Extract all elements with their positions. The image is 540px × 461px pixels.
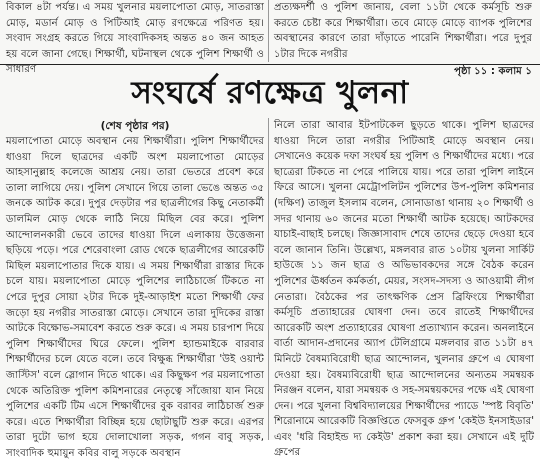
continued-on-page-note: পৃষ্ঠা ১১ : কলাম ১ bbox=[454, 66, 532, 78]
previous-article-right-column bbox=[274, 0, 532, 78]
previous-article-right-text: প্রত্যক্ষদর্শী ও পুলিশ জানায়, বেলা ১১টা থেকে কর্মসূচি শুরু করতে চেষ্টা করে শিক্ষার্থীরা। তবে মোড়ে মোড়ে ব্যাপক পুলিশের অবস্থানের কারণে তারা দাঁড়াতে পারেনি শিক্ষার্থীরা। পরে দুপুর ১টার দিকে নগরীর bbox=[274, 2, 532, 60]
previous-article-left-column bbox=[6, 0, 264, 76]
column-divider-top bbox=[268, 0, 269, 62]
article-left-column bbox=[6, 134, 264, 459]
continued-from-kicker: (শেষ পৃষ্ঠার পর) bbox=[100, 120, 170, 132]
column-divider-body bbox=[268, 118, 269, 440]
article-left-text: ময়লাপোতা মোড়ে অবস্থান নেয় শিক্ষার্থীরা। পুলিশ শিক্ষার্থীদের ধাওয়া দিলে ছাত্রদের একটি অংশ ময়লাপোতা মোড়ের আহসানুল্লাহ কলেজে আশ্রয় নেয়। তারা ভেতরে প্রবেশ করে তালা লাগিয়ে দেয়। পুলিশ সেখানে গিয়ে তালা ভেঙে অন্তত ৩৫ জনকে আটক করে। দুপুর দেড়টার পর ছাত্রলীগের কিছু নেতাকর্মী ডালমিল মোড় থেকে লাঠি নিয়ে মিছিল বের করে। পুলিশ আন্দোলনকারী ভেবে তাদের ধাওয়া দিলে এলাকায় উত্তেজনা ছড়িয়ে পড়ে। পরে শেরেবাংলা রোড থেকে ছাত্রলীগের আরেকটি মিছিল ময়লাপোতার দিকে যায়। এ সময় শিক্ষার্থীরা রাস্তার দিকে চলে যায়। ময়লাপোতা মোড়ে পুলিশের লাঠিচার্জে টিকতে না পেরে দুপুর সোয়া ২টার দিকে দুই-আড়াইশ মতো শিক্ষার্থী ফের জড়ো হয় নগরীর সাতরাস্তা মোড়ে। সেখানে তারা দুদিকের রাস্তা আটকে বিক্ষোভ-সমাবেশ করতে শুরু করে। এ সময় চারপাশ দিয়ে পুলিশ শিক্ষার্থীদের ঘিরে ফেলে। পুলিশ হ্যান্ডমাইকে বারবার শিক্ষার্থীদের চলে যেতে বলে। তবে বিক্ষুব্ধ শিক্ষার্থীরা 'উই ওয়ান্ট জাস্টিস' বলে স্লোগান দিতে থাকে। এর কিছুক্ষণ পর ময়লাপোতা থেকে অতিরিক্ত পুলিশ কমিশনারের নেতৃত্বে সাঁজোয়া যান নিয়ে পুলিশের একটি টিম এসে শিক্ষার্থীদের বুক বরাবর লাঠিচার্জ শুরু করে। এতে শিক্ষার্থীরা বিচ্ছিন্ন হয়ে ছোটাছুটি শুরু করে। এরপর তারা দুটো ভাগ হয়ে দোলাখোলা সড়ক, গগন বাবু সড়ক, সাংবাদিক হুমায়ুন কবির বালু সড়কে অবস্থান bbox=[6, 136, 264, 459]
article-separator-rule bbox=[0, 64, 540, 65]
article-headline: সংঘর্ষে রণক্ষেত্র খুলনা bbox=[131, 75, 409, 111]
article-right-column bbox=[274, 118, 534, 459]
previous-article-left-text: বিকাল ৪টা পর্যন্ত। এ সময় খুলনার ময়লাপোতা মোড়, সাতরাস্তা মোড়, মডার্ন মোড় ও পিটিআই মোড় রণক্ষেত্রে পরিণত হয়। সংবাদ সংগ্রহ করতে গিয়ে সাংবাদিকসহ অন্তত ৪০ জন আহত হয় বলে জানা গেছে। শিক্ষার্থী, ঘটনাস্থল থেকে পুলিশ শিক্ষার্থী ও সাধারণ bbox=[6, 2, 264, 76]
article-right-text: নিলে তারা আবার ইটপাটকেল ছুড়তে থাকে। পুলিশ ছাত্রদের ধাওয়া দিলে তারা নগরীর পিটিআই মোড়ে অবস্থান নেয়। সেখানেও কয়েক দফা সংঘর্ষ হয় পুলিশ ও শিক্ষার্থীদের মধ্যে। পরে ছাত্রেরা টিকতে না পেরে পালিয়ে যায়। পরে তারা পুলিশ লাইনে ফিরে আসে। খুলনা মেট্রোপলিটন পুলিশের উপ-পুলিশ কমিশনার (দক্ষিণ) তাজুল ইসলাম বলেন, সোনাডাঙা থানায় ২০ শিক্ষার্থী ও সদর থানায় ৬০ জনের মতো শিক্ষার্থী আটক হয়েছে। আটকদের যাচাই-বাছাই চলছে। জিজ্ঞাসাবাদ শেষে তাদের ছেড়ে দেওয়া হবে বলে জানান তিনি। উল্লেখ্য, মঙ্গলবার রাত ১০টায় খুলনা সার্কিট হাউজে ১১ জন ছাত্র ও অভিভাবকদের সঙ্গে বৈঠক করেন পুলিশের ঊর্ধ্বতন কর্মকর্তা, মেয়র, সংসদ-সদস্য ও আওয়ামী লীগ নেতারা। বৈঠকের পর তাৎক্ষণিক প্রেস ব্রিফিংয়ে শিক্ষার্থীরা কর্মসূচি প্রত্যাহারের ঘোষণা দেন। তবে রাতেই শিক্ষার্থীদের আরেকটি অংশ প্রত্যাহারের ঘোষণা প্রত্যাখ্যান করেন। অনলাইনে বার্তা আদান-প্রদানের অ্যাপ টেলিগ্রামে মঙ্গলবার রাত ১১টা ৪৭ মিনিটে বৈষম্যবিরোধী ছাত্র আন্দোলন, খুলনার গ্রুপে এ ঘোষণা দেওয়া হয়। বৈষম্যবিরোধী ছাত্র আন্দোলনের অন্যতম সমন্বয়ক নিরঞ্জন বলেন, যারা সমন্বয়ক ও সহ-সমন্বয়কদের পক্ষে এই ঘোষণা দেন। পরে খুলনা বিশ্ববিদ্যালয়ের শিক্ষার্থীদের প্যাডে 'স্পষ্ট বিবৃতি' শিরোনামে আরেকটি বিজ্ঞপ্তিতে ফেসবুক গ্রুপ 'কেইউ ইনসাইডার' এবং 'ধরি বিহাইন্ড দ্য কেইউ' প্রকাশ করা হয়। সেখানে এই দুটি গ্রুপের bbox=[274, 120, 534, 459]
